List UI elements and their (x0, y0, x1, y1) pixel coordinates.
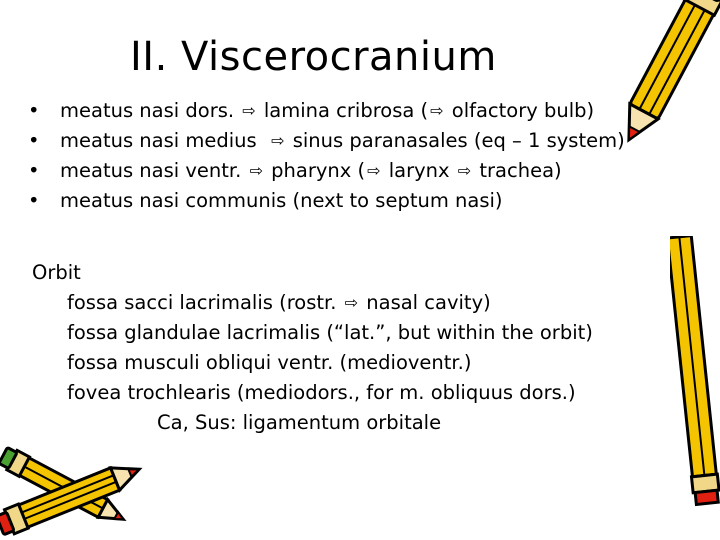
bullet-text: meatus nasi medius (60, 129, 257, 152)
arrow-icon: ⇨ (242, 101, 256, 120)
bullet-text: meatus nasi dors. (60, 99, 235, 122)
arrow-icon: ⇨ (457, 161, 472, 180)
bullet-text: meatus nasi communis (next to septum nasi) (60, 189, 503, 212)
orbit-section (32, 258, 593, 438)
bullet-item (28, 186, 625, 216)
bullet-text: meatus nasi ventr. (60, 159, 242, 182)
arrow-icon: ⇨ (430, 101, 444, 120)
orbit-item: fovea trochlearis (mediodors., for m. obliquus dors.) (67, 381, 576, 404)
pencil-clipart-icon (670, 236, 720, 536)
slide-title: II. Viscerocranium (130, 34, 497, 80)
bullet-dot: • (28, 129, 40, 152)
bullet-text: lamina cribrosa ( (263, 99, 429, 122)
bullet-item (28, 156, 625, 186)
bullet-dot: • (28, 159, 40, 182)
orbit-item-text: fossa sacci lacrimalis (rostr. (67, 291, 337, 314)
bullet-text: pharynx ( (271, 159, 366, 182)
orbit-item: fossa musculi obliqui ventr. (medioventr.) (67, 351, 472, 374)
pencil-clipart-icon (596, 0, 720, 170)
bullet-text: olfactory bulb) (451, 99, 595, 122)
bullet-text: sinus paranasales (eq – 1 system) (292, 129, 625, 152)
bullet-item (28, 96, 625, 126)
bullet-dot: • (28, 99, 40, 122)
orbit-note: Ca, Sus: ligamentum orbitale (157, 411, 442, 434)
bullet-text: trachea) (479, 159, 562, 182)
bullet-item (28, 126, 625, 156)
orbit-heading: Orbit (32, 261, 81, 284)
arrow-icon: ⇨ (249, 161, 263, 180)
arrow-icon: ⇨ (344, 293, 359, 312)
arrow-icon: ⇨ (271, 131, 285, 150)
bullet-list (28, 96, 625, 216)
orbit-item (32, 288, 593, 318)
orbit-item-text: nasal cavity) (366, 291, 491, 314)
orbit-item: fossa glandulae lacrimalis (“lat.”, but within the orbit) (67, 321, 593, 344)
bullet-dot: • (28, 189, 40, 212)
arrow-icon: ⇨ (367, 161, 381, 180)
pencil-clipart-icon (0, 432, 170, 540)
bullet-text: larynx (388, 159, 450, 182)
